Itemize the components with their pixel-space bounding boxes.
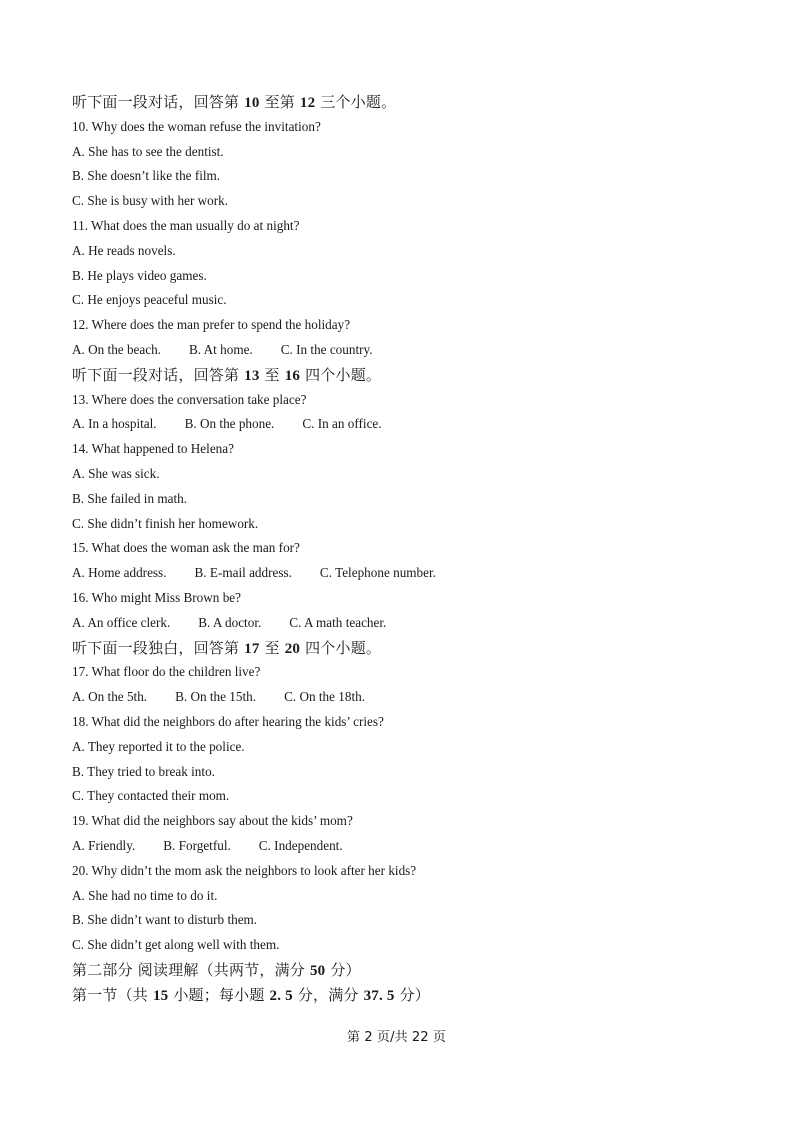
options-17 [72,685,732,710]
option-16-c: C. A math teacher. [289,614,387,630]
option-15-c: C. Telephone number. [319,565,436,581]
option-14-a: A. She was sick. [72,465,160,481]
question-13: 13. Where does the conversation take place? [72,391,307,407]
option-10-b: B. She doesn’t like the film. [72,168,221,184]
part2-subheading: 第一节（共 15 小题；每小题 2. 5 分，满分 37. 5 分） [72,985,430,1004]
option-16-a: A. An office clerk. [72,614,171,630]
page-number-footer: 第 2 页/共 22 页 [346,1030,447,1045]
option-17-b: B. On the 15th. [175,689,257,705]
options-15 [72,561,732,586]
section-heading-17-20: 听下面一段独白，回答第 17 至 20 四个小题。 [72,638,382,657]
option-12-a: A. On the beach. [72,341,161,357]
option-20-b: B. She didn’t want to disturb them. [72,912,258,928]
option-10-a: A. She has to see the dentist. [72,143,224,159]
option-13-c: C. In an office. [302,416,382,432]
option-19-b: B. Forgetful. [163,837,231,853]
question-10: 10. Why does the woman refuse the invitation? [72,118,321,134]
option-11-a: A. He reads novels. [72,242,176,258]
question-12: 12. Where does the man prefer to spend the holiday? [72,317,351,333]
option-18-b: B. They tried to break into. [72,763,215,779]
option-15-a: A. Home address. [72,565,167,581]
section-heading-10-12: 听下面一段对话，回答第 10 至第 12 三个小题。 [72,93,397,111]
question-18: 18. What did the neighbors do after hearing the kids’ cries? [72,713,384,729]
option-18-c: C. They contacted their mom. [72,788,230,804]
option-18-a: A. They reported it to the police. [72,738,245,754]
option-11-b: B. He plays video games. [72,267,207,283]
options-13 [72,412,732,437]
part2-heading: 第二部分 阅读理解（共两节，满分 50 分） [72,960,361,979]
option-13-b: B. On the phone. [184,416,275,432]
option-16-b: B. A doctor. [198,614,262,630]
question-11: 11. What does the man usually do at night? [72,217,300,233]
option-20-a: A. She had no time to do it. [72,887,218,903]
option-17-c: C. On the 18th. [284,689,366,705]
option-12-b: B. At home. [188,341,253,357]
option-14-b: B. She failed in math. [72,490,188,506]
option-12-c: C. In the country. [280,341,373,357]
question-17: 17. What floor do the children live? [72,664,261,680]
question-19: 19. What did the neighbors say about the kids’ mom? [72,813,353,829]
section-heading-13-16: 听下面一段对话，回答第 13 至 16 四个小题。 [72,365,382,384]
question-16: 16. Who might Miss Brown be? [72,589,241,605]
option-14-c: C. She didn’t finish her homework. [72,515,259,531]
options-19 [72,834,732,859]
option-13-a: A. In a hospital. [72,416,157,432]
page-content [72,90,732,1007]
question-15: 15. What does the woman ask the man for? [72,540,300,556]
option-19-c: C. Independent. [258,837,343,853]
option-19-a: A. Friendly. [72,837,136,853]
option-11-c: C. He enjoys peaceful music. [72,292,227,308]
option-15-b: B. E-mail address. [194,565,292,581]
question-20: 20. Why didn’t the mom ask the neighbors to look after her kids? [72,862,417,878]
question-14: 14. What happened to Helena? [72,441,234,457]
option-20-c: C. She didn’t get along well with them. [72,937,280,953]
option-17-a: A. On the 5th. [72,689,148,705]
options-12 [72,338,732,363]
options-16 [72,611,732,636]
option-10-c: C. She is busy with her work. [72,193,229,209]
